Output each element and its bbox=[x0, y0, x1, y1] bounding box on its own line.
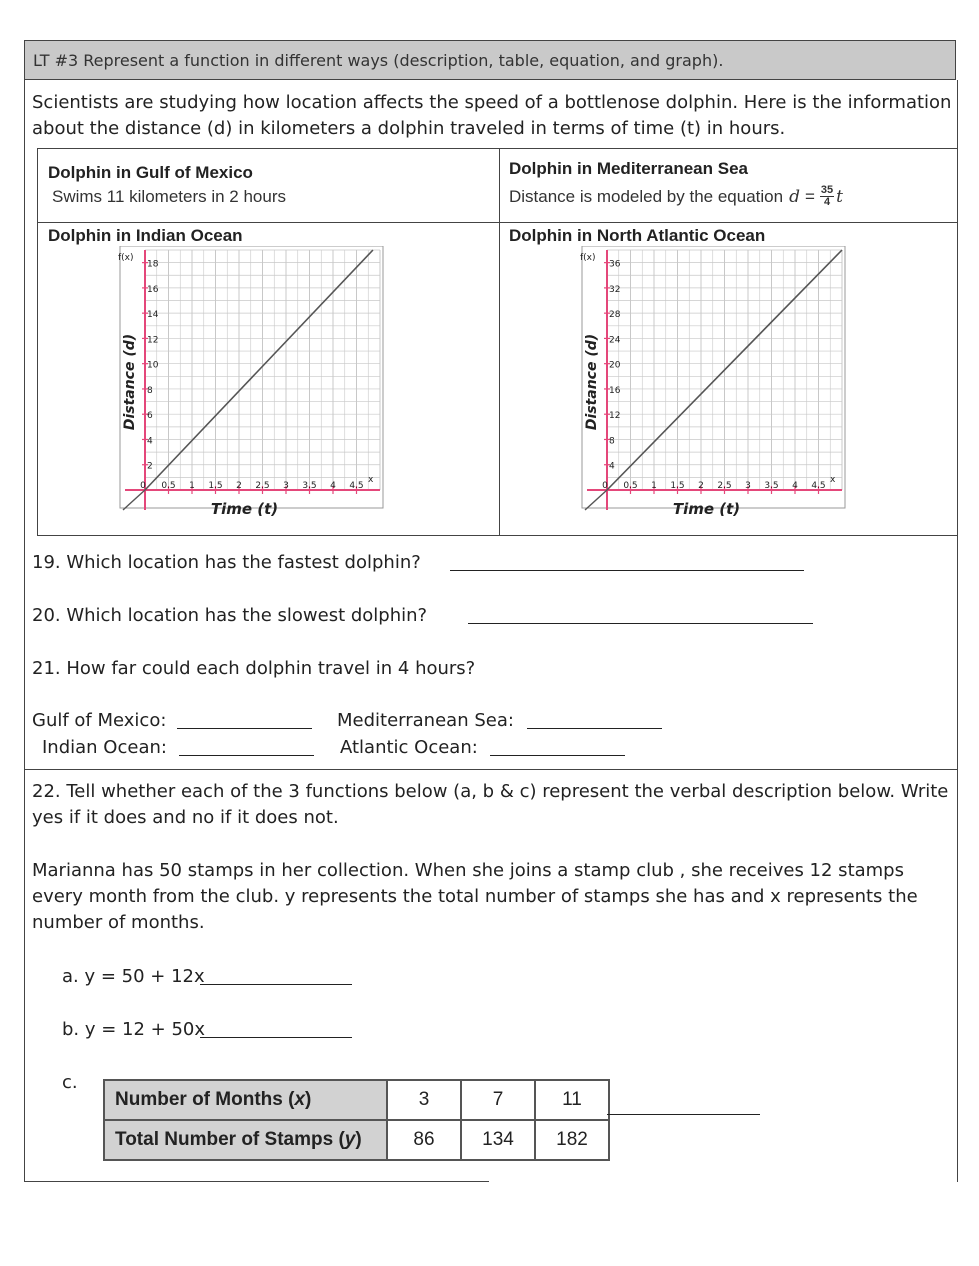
months-row bbox=[104, 1080, 609, 1120]
option-c: c. bbox=[62, 1072, 78, 1093]
x-tick-label: 2 bbox=[698, 481, 704, 491]
med-text: Distance is modeled by the equation bbox=[509, 186, 784, 206]
x-tick-label: 2 bbox=[236, 481, 242, 491]
y-tick-label: 4 bbox=[147, 436, 153, 447]
x-tick-label: 0.5 bbox=[161, 481, 176, 491]
bottom-rule bbox=[24, 1181, 489, 1182]
option-a-answer-line[interactable] bbox=[200, 984, 352, 985]
x-tick-label: 3 bbox=[283, 481, 289, 491]
x-tick-label: 2.5 bbox=[717, 481, 732, 491]
x-tick-label: 0 bbox=[602, 481, 608, 491]
x-tick-label: 3 bbox=[745, 481, 751, 491]
indian-answer-line[interactable] bbox=[179, 755, 314, 756]
eq-numerator: 35 bbox=[820, 184, 834, 196]
option-b: b. y = 12 + 50x bbox=[62, 1019, 206, 1040]
answer-line-20[interactable] bbox=[468, 623, 813, 624]
x-tick-label: 1.5 bbox=[208, 481, 223, 491]
graph-border bbox=[582, 246, 845, 508]
y-tick-label: 18 bbox=[147, 259, 159, 270]
intro-paragraph: Scientists are studying how location affects the speed of a bottlenose dolphin. Here is the information about the distance (d) in kilometers a dolphin traveled in terms of time (t) in hours. bbox=[32, 92, 952, 139]
y-tick-label: 24 bbox=[609, 335, 621, 346]
gulf-cell bbox=[48, 163, 286, 207]
atlantic-answer-label: Atlantic Ocean: bbox=[340, 737, 478, 758]
option-c-answer-line[interactable] bbox=[607, 1114, 760, 1115]
atlantic-title: Dolphin in North Atlantic Ocean bbox=[509, 226, 766, 245]
stamp-table bbox=[103, 1079, 610, 1161]
x-tick-label: 4 bbox=[330, 481, 336, 491]
months-cell: 3 bbox=[387, 1080, 461, 1120]
med-answer-label: Mediterranean Sea: bbox=[337, 710, 514, 731]
x-end-label: x bbox=[830, 475, 836, 485]
gulf-answer-label: Gulf of Mexico: bbox=[32, 710, 167, 731]
y-tick-label: 4 bbox=[609, 461, 615, 472]
gulf-title: Dolphin in Gulf of Mexico bbox=[48, 163, 253, 182]
x-tick-label: 4 bbox=[792, 481, 798, 491]
table-divider-v bbox=[499, 149, 500, 535]
eq-var-d: d bbox=[789, 186, 800, 207]
question-21: 21. How far could each dolphin travel in 4 hours? bbox=[32, 658, 476, 679]
y-tick-label: 12 bbox=[147, 335, 159, 346]
y-tick-label: 8 bbox=[147, 385, 153, 396]
atlantic-answer-line[interactable] bbox=[490, 755, 625, 756]
stamps-cell: 86 bbox=[387, 1120, 461, 1160]
stamps-row-label: Total Number of Stamps (y) bbox=[104, 1120, 387, 1160]
y-tick-label: 2 bbox=[147, 461, 153, 472]
y-tick-label: 28 bbox=[609, 310, 621, 321]
x-tick-label: 4.5 bbox=[811, 481, 826, 491]
question-22: 22. Tell whether each of the 3 functions below (a, b & c) represent the verbal description below. Write yes if it does and no if it does not. bbox=[32, 781, 949, 828]
stamp-story: Marianna has 50 stamps in her collection. When she joins a stamp club , she receives 12 stamps every month from the club. y represents the total number of stamps she has and x represents the number of months. bbox=[32, 860, 918, 933]
y-tick-label: 16 bbox=[609, 385, 621, 396]
y-tick-label: 20 bbox=[609, 360, 621, 371]
eq-fraction bbox=[820, 185, 834, 208]
med-equation-line bbox=[509, 185, 843, 208]
section-divider bbox=[24, 769, 958, 770]
lesson-header bbox=[24, 40, 956, 80]
option-b-answer-line[interactable] bbox=[200, 1037, 352, 1038]
gulf-text: Swims 11 kilometers in 2 hours bbox=[52, 187, 286, 206]
y-tick-label: 8 bbox=[609, 436, 615, 447]
question-20: 20. Which location has the slowest dolphin? bbox=[32, 605, 428, 626]
y-tick-label: 36 bbox=[609, 259, 621, 270]
fx-label: f(x) bbox=[580, 253, 596, 263]
indian-ocean-graph bbox=[110, 246, 385, 518]
eq-equals: = bbox=[804, 186, 815, 206]
med-answer-line[interactable] bbox=[527, 728, 662, 729]
months-cell: 11 bbox=[535, 1080, 609, 1120]
eq-var-t: t bbox=[836, 186, 843, 207]
eq-denominator: 4 bbox=[823, 196, 831, 208]
x-tick-label: 0 bbox=[140, 481, 146, 491]
x-tick-label: 1 bbox=[189, 481, 195, 491]
y-tick-label: 14 bbox=[147, 310, 159, 321]
x-tick-label: 1 bbox=[651, 481, 657, 491]
y-tick-label: 10 bbox=[147, 360, 159, 371]
question-19: 19. Which location has the fastest dolphin? bbox=[32, 552, 421, 573]
x-axis-title: Time (t) bbox=[672, 500, 741, 518]
x-tick-label: 4.5 bbox=[349, 481, 364, 491]
lesson-title: LT #3 Represent a function in different ways (description, table, equation, and graph). bbox=[33, 51, 724, 70]
x-tick-label: 1.5 bbox=[670, 481, 685, 491]
gulf-answer-line[interactable] bbox=[177, 728, 312, 729]
stamps-row bbox=[104, 1120, 609, 1160]
x-axis-title: Time (t) bbox=[210, 500, 279, 518]
y-tick-label: 6 bbox=[147, 411, 153, 422]
x-tick-label: 2.5 bbox=[255, 481, 270, 491]
x-tick-label: 3.5 bbox=[302, 481, 317, 491]
months-cell: 7 bbox=[461, 1080, 535, 1120]
y-axis-title: Distance (d) bbox=[584, 333, 600, 431]
y-tick-label: 16 bbox=[147, 284, 159, 295]
fx-label: f(x) bbox=[118, 253, 134, 263]
stamps-cell: 134 bbox=[461, 1120, 535, 1160]
x-tick-label: 0.5 bbox=[623, 481, 638, 491]
atlantic-ocean-graph bbox=[572, 246, 847, 518]
y-tick-label: 12 bbox=[609, 411, 621, 422]
med-title: Dolphin in Mediterranean Sea bbox=[509, 159, 748, 178]
answer-line-19[interactable] bbox=[450, 570, 804, 571]
med-cell bbox=[509, 159, 843, 208]
months-row-label: Number of Months (x) bbox=[104, 1080, 387, 1120]
table-divider-h bbox=[38, 222, 957, 223]
indian-title: Dolphin in Indian Ocean bbox=[48, 226, 243, 245]
x-end-label: x bbox=[368, 475, 374, 485]
option-a: a. y = 50 + 12x bbox=[62, 966, 205, 987]
indian-answer-label: Indian Ocean: bbox=[42, 737, 167, 758]
stamps-cell: 182 bbox=[535, 1120, 609, 1160]
x-tick-label: 3.5 bbox=[764, 481, 779, 491]
y-axis-title: Distance (d) bbox=[122, 333, 138, 431]
y-tick-label: 32 bbox=[609, 284, 621, 295]
